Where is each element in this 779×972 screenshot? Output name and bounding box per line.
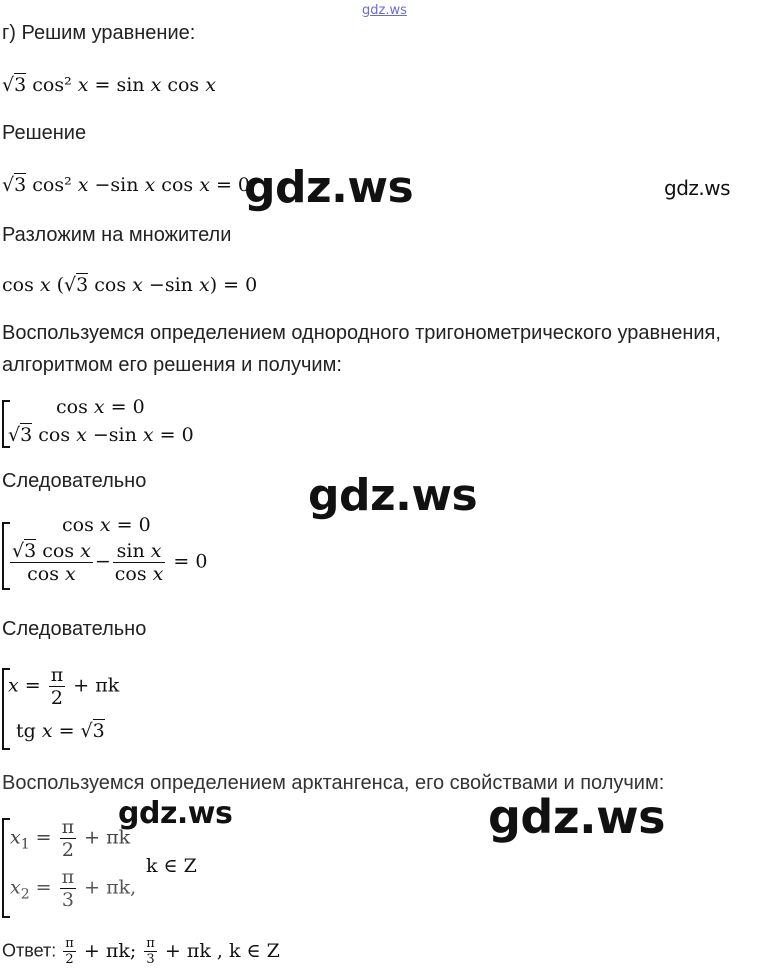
fraction-pi-2-x1: $\frac{\pi}{2}$ [61, 816, 75, 861]
equation-step1: √3 cos² x −sin x cos x = 0 [2, 174, 250, 196]
watermark-lower-right: gdz.ws [488, 790, 665, 844]
consequently-1: Следовательно [2, 470, 147, 492]
k-in-z: k ∈ Z [146, 855, 197, 877]
system3-line2: tg x = √3 [16, 720, 105, 742]
paragraph-homogeneous-cont: алгоритмом его решения и получим: [2, 354, 342, 376]
system4-line2: $x_2$ = $\frac{\pi}{3}$ + πk, [10, 866, 137, 911]
factor-label: Разложим на множители [2, 224, 232, 246]
answer-label: Ответ: [2, 940, 57, 961]
fraction-sqrt3cos-cos: $\frac{\text{√3 cos x}}{\text{cos x}}$ [12, 540, 91, 585]
sqrt-3: √3 [2, 74, 27, 96]
system3-line1: x = $\frac{\pi}{2}$ + πk [8, 664, 120, 709]
system2-line1: cos x = 0 [62, 514, 151, 536]
system2-line2: $\frac{\text{√3 cos x}}{\text{cos x}}$ − $\frac{\text{sin x}}{\text{cos x}}$ = 0 [12, 540, 208, 585]
heading: г) Решим уравнение: [2, 22, 196, 44]
system1-line2: √3 cos x −sin x = 0 [8, 424, 194, 446]
watermark-lower-left: gdz.ws [118, 796, 233, 831]
watermark-small: gdz.ws [664, 176, 731, 200]
answer-fraction-pi-2: $\frac{\pi}{2}$ [65, 936, 74, 967]
system4-line1: $x_1$ = $\frac{\pi}{2}$ + πk [10, 816, 131, 861]
paragraph-homogeneous: Воспользуемся определением однородного тригонометрического уравнения, [2, 322, 721, 344]
fraction-pi-2: $\frac{\pi}{2}$ [50, 664, 64, 709]
equation-factored: cos x (√3 cos x −sin x) = 0 [2, 274, 258, 296]
fraction-pi-3-x2: $\frac{\pi}{3}$ [61, 866, 75, 911]
watermark-top: gdz.ws [362, 3, 407, 18]
fraction-sin-cos: $\frac{\text{sin x}}{\text{cos x}}$ [114, 540, 164, 585]
answer-fraction-pi-3: $\frac{\pi}{3}$ [146, 936, 155, 967]
watermark-center: gdz.ws [308, 470, 478, 521]
consequently-2: Следовательно [2, 618, 147, 640]
solution-label: Решение [2, 122, 87, 144]
system1-line1: cos x = 0 [56, 396, 145, 418]
watermark-large: gdz.ws [244, 162, 414, 213]
system-bracket-4 [2, 818, 10, 918]
paragraph-arctan: Воспользуемся определением арктангенса, его свойствами и получим: [2, 772, 665, 794]
answer-line: Ответ: $\frac{\pi}{2}$ + πk; $\frac{\pi}{3}$ + πk , k ∈ Z [2, 936, 280, 967]
equation-original: √3 cos² x = sin x cos x [2, 74, 216, 96]
